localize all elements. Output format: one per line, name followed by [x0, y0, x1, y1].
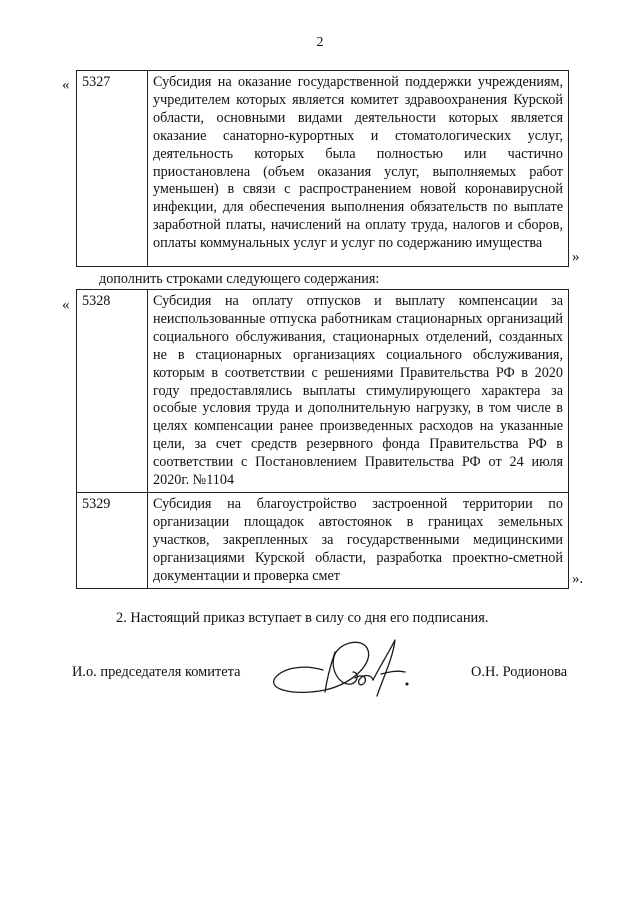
- supplement-instruction: дополнить строками следующего содержания:: [99, 271, 380, 287]
- closing-quote: ».: [572, 571, 584, 587]
- code-cell: 5327: [77, 71, 148, 267]
- budget-codes-table-existing: [76, 70, 569, 267]
- signer-title: И.о. председателя комитета: [72, 664, 241, 680]
- description-cell: Субсидия на благоустройство застроенной территории по организации площадок автостоянок в границах земельных участков, закрепленных за государственными медицинскими организациями Курской области, разработка проектно-сметной документации и проверка смет: [148, 492, 569, 588]
- opening-quote: «: [62, 77, 70, 93]
- table-row: [77, 492, 569, 588]
- signer-name: О.Н. Родионова: [471, 664, 568, 680]
- table-row: [77, 290, 569, 493]
- description-cell: Субсидия на оплату отпусков и выплату компенсации за неиспользованные отпуска работникам стационарных организаций социального обслуживания, стационарных отделений, созданных не в стационарных организациях социального обслуживания, которым в соответствии с решениями Правительства РФ в 2020 году предоставлялись выплаты стимулирующего характера за особые условия труда и дополнительную нагрузку, в том числе в целях компенсации ранее произведенных расходов на указанные цели, за счет средств резервного фонда Правительства РФ в соответствии с Постановлением Правительства РФ от 24 июля 2020г. №1104: [148, 290, 569, 493]
- effective-clause: 2. Настоящий приказ вступает в силу со дня его подписания.: [116, 610, 489, 626]
- code-cell: 5329: [77, 492, 148, 588]
- signature-image: [255, 628, 435, 708]
- budget-codes-table-added: [76, 289, 569, 589]
- code-cell: 5328: [77, 290, 148, 493]
- closing-quote: »: [572, 249, 580, 265]
- opening-quote: «: [62, 297, 70, 313]
- table-row: [77, 71, 569, 267]
- page-number: 2: [316, 35, 324, 50]
- description-cell: Субсидия на оказание государственной поддержки учреждениям, учредителем которых является комитет здравоохранения Курской области, основными видами деятельности которых является оказание санаторно-курортных и стоматологических услуг, деятельность которых была полностью или частично приостановлена (объем оказания услуг, выполняемых работ уменьшен) в связи с распространением новой коронавирусной инфекции, для обеспечения выполнения обязательств по выплате заработной платы, начислений на оплату труда, налогов и сборов, оплаты коммунальных услуг и услуг по содержанию имущества: [148, 71, 569, 267]
